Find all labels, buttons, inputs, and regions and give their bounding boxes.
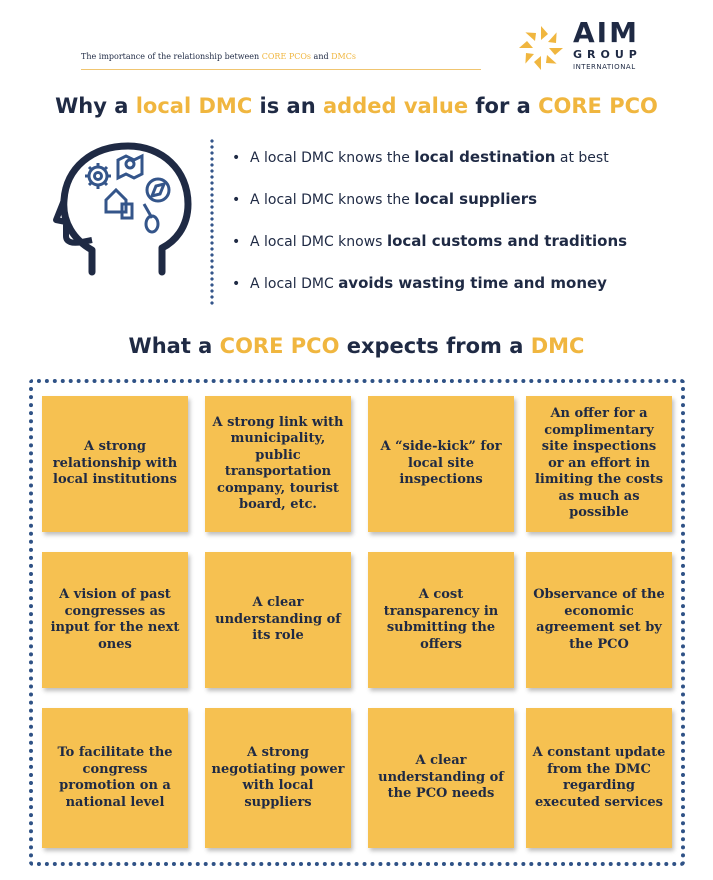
title-highlight: local DMC bbox=[135, 94, 253, 118]
bullet-bold-text: local customs and traditions bbox=[386, 232, 628, 250]
subtitle-highlight-pco: CORE PCOs bbox=[261, 52, 311, 61]
bullet-bold-text: local destination bbox=[414, 148, 556, 166]
title-text: is an bbox=[252, 94, 323, 118]
bullet-item: • A local DMC knows the local suppliers bbox=[232, 190, 538, 208]
expectation-card: An offer for a complimentary site inspections or an effort in limiting the costs as much as possible bbox=[526, 396, 672, 532]
expectation-card: A vision of past congresses as input for the next ones bbox=[42, 552, 188, 688]
expectation-card: A “side-kick” for local site inspections bbox=[368, 396, 514, 532]
logo-group-text: GROUP bbox=[573, 48, 642, 61]
expectation-card: A strong negotiating power with local suppliers bbox=[205, 708, 351, 848]
bullet-text: at best bbox=[555, 150, 609, 166]
title-highlight: CORE PCO bbox=[538, 94, 658, 118]
expectation-card: To facilitate the congress promotion on a national level bbox=[42, 708, 188, 848]
title-text: What a bbox=[128, 334, 220, 358]
title-highlight: CORE PCO bbox=[219, 334, 340, 358]
section-title-added-value bbox=[0, 94, 713, 118]
expectation-card: A strong link with municipality, public transportation company, tourist board, etc. bbox=[205, 396, 351, 532]
bullet-text: A local DMC knows the bbox=[250, 192, 415, 208]
expectation-card: A clear understanding of its role bbox=[205, 552, 351, 688]
logo-aim-text: AIM bbox=[573, 16, 639, 49]
subtitle-highlight-dmc: DMCs bbox=[331, 52, 356, 61]
head-with-ideas-icon bbox=[52, 138, 202, 278]
bullet-item: • A local DMC knows local customs and traditions bbox=[232, 232, 628, 250]
bullet-bold-text: local suppliers bbox=[414, 190, 538, 208]
title-text: Why a bbox=[55, 94, 136, 118]
document-subtitle bbox=[81, 52, 356, 61]
expectation-card: A strong relationship with local institutions bbox=[42, 396, 188, 532]
bullet-item: • A local DMC knows the local destination at best bbox=[232, 148, 609, 166]
bullet-item: • A local DMC avoids wasting time and money bbox=[232, 274, 607, 292]
header-divider bbox=[81, 69, 481, 70]
bullet-text: A local DMC knows bbox=[250, 234, 387, 250]
expectation-card: A clear understanding of the PCO needs bbox=[368, 708, 514, 848]
logo-international-text: INTERNATIONAL bbox=[573, 63, 636, 71]
bullet-text: A local DMC bbox=[250, 276, 339, 292]
subtitle-text: The importance of the relationship between bbox=[81, 52, 262, 61]
title-text: for a bbox=[468, 94, 539, 118]
subtitle-text-and: and bbox=[311, 52, 332, 61]
header bbox=[0, 0, 713, 86]
aim-group-logo bbox=[515, 18, 665, 78]
title-highlight: added value bbox=[323, 94, 469, 118]
bullet-bold-text: avoids wasting time and money bbox=[338, 274, 607, 292]
expectation-card: Observance of the economic agreement set by the PCO bbox=[526, 552, 672, 688]
sun-logo-icon bbox=[515, 22, 567, 74]
section-title-expectations bbox=[0, 334, 713, 358]
bullet-text: A local DMC knows the bbox=[250, 150, 415, 166]
title-text: expects from a bbox=[339, 334, 531, 358]
expectation-card: A constant update from the DMC regarding executed services bbox=[526, 708, 672, 848]
title-highlight: DMC bbox=[530, 334, 585, 358]
expectation-card: A cost transparency in submitting the offers bbox=[368, 552, 514, 688]
bullets-divider bbox=[210, 138, 214, 306]
